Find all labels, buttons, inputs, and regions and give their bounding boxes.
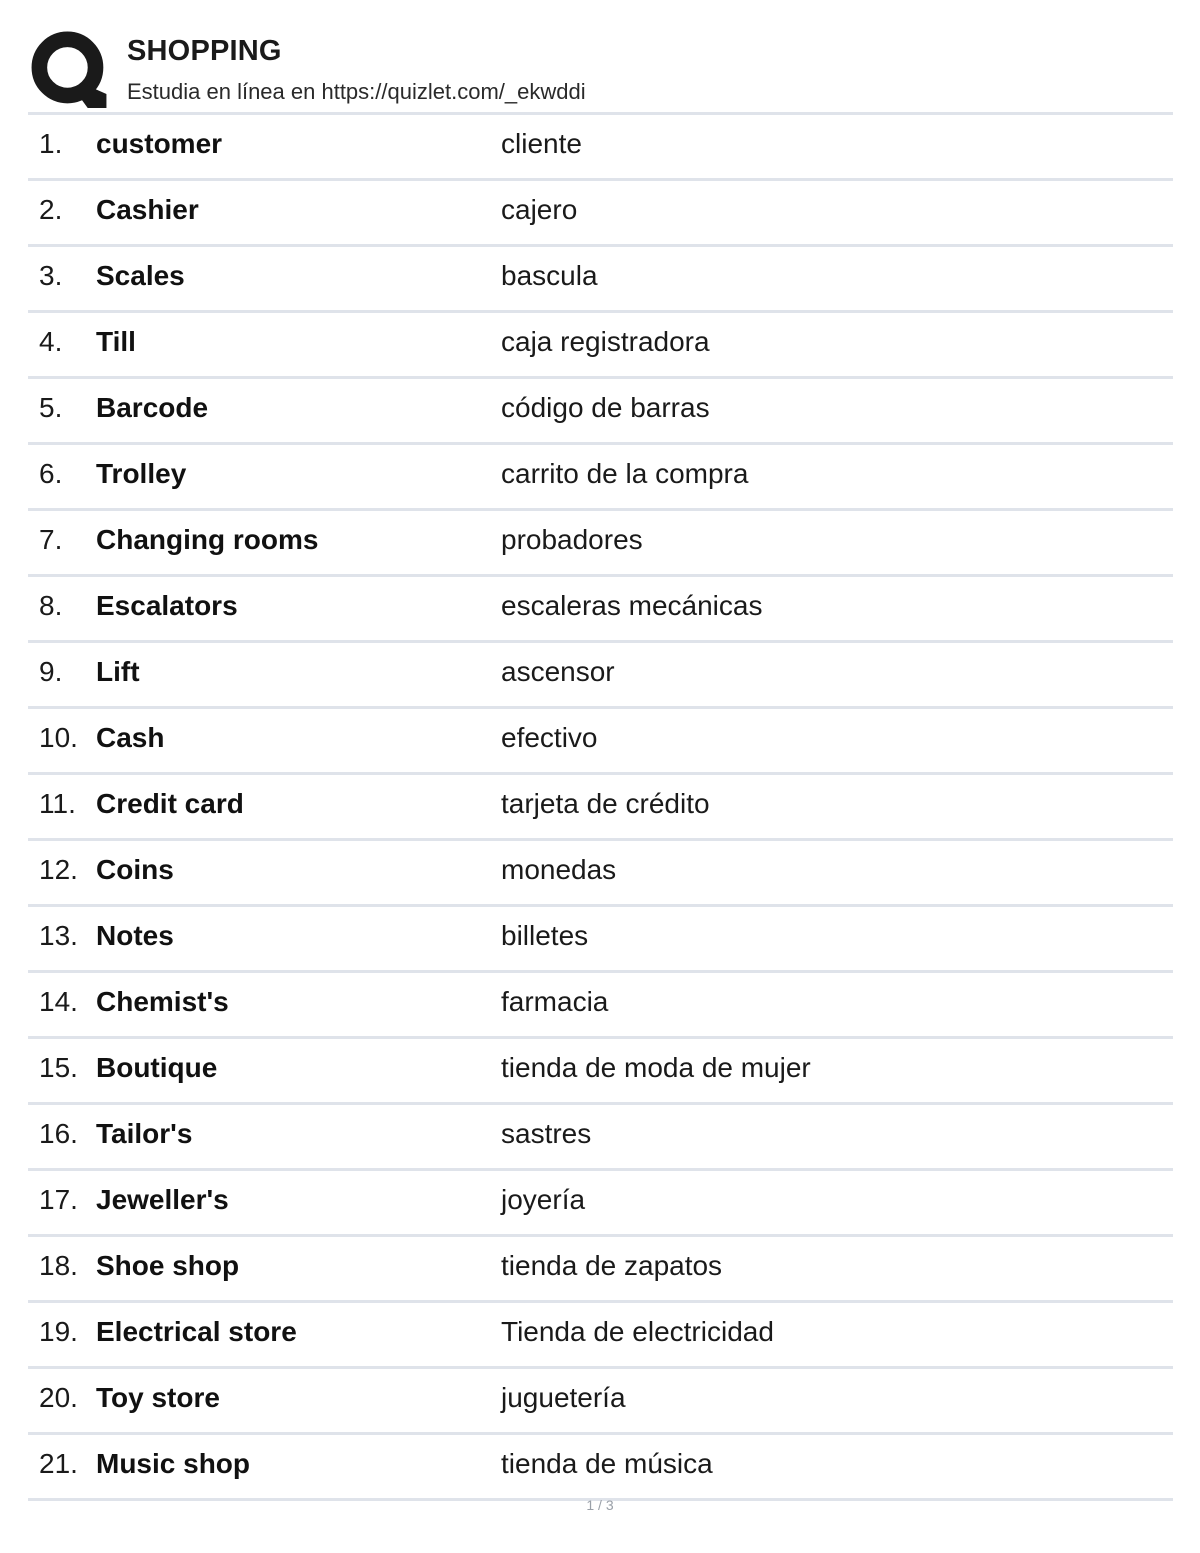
term-row [28, 1039, 1173, 1105]
term-definition: código de barras [501, 392, 710, 423]
term-row [28, 1435, 1173, 1501]
term-number: 4. [39, 326, 63, 357]
term-definition: billetes [501, 920, 589, 951]
term-row [28, 379, 1173, 445]
term-word: Till [96, 326, 136, 357]
term-row [28, 247, 1173, 313]
term-number: 2. [39, 194, 63, 225]
term-number: 11. [39, 788, 76, 819]
term-number: 18. [39, 1250, 78, 1281]
term-word: Changing rooms [96, 524, 319, 555]
term-word: Trolley [96, 458, 187, 489]
term-word: Chemist's [96, 986, 229, 1017]
term-definition: juguetería [501, 1382, 626, 1413]
term-definition: Tienda de electricidad [501, 1316, 774, 1347]
term-number: 13. [39, 920, 78, 951]
term-definition: farmacia [501, 986, 609, 1017]
study-online-link[interactable]: Estudia en línea en https://quizlet.com/_ekwddi [127, 79, 586, 104]
term-row [28, 313, 1173, 379]
term-definition: caja registradora [501, 326, 710, 357]
term-number: 16. [39, 1118, 78, 1149]
term-definition: tienda de música [501, 1448, 713, 1479]
term-word: Coins [96, 854, 174, 885]
term-definition: cajero [501, 194, 578, 225]
term-definition: escaleras mecánicas [501, 590, 763, 621]
term-row [28, 577, 1173, 643]
term-number: 7. [39, 524, 63, 555]
term-row [28, 115, 1173, 181]
term-row [28, 1171, 1173, 1237]
term-definition: carrito de la compra [501, 458, 749, 489]
term-word: Jeweller's [96, 1184, 229, 1215]
term-number: 9. [39, 656, 63, 687]
term-number: 17. [39, 1184, 78, 1215]
term-number: 14. [39, 986, 78, 1017]
term-word: Toy store [96, 1382, 220, 1413]
page-indicator: 1 / 3 [586, 1497, 614, 1513]
term-number: 1. [39, 128, 63, 159]
term-word: Tailor's [96, 1118, 193, 1149]
term-row [28, 1303, 1173, 1369]
term-word: Cash [96, 722, 165, 753]
term-word: Lift [96, 656, 140, 687]
term-word: Shoe shop [96, 1250, 240, 1281]
term-word: Notes [96, 920, 174, 951]
term-definition: tienda de moda de mujer [501, 1052, 811, 1083]
term-number: 12. [39, 854, 78, 885]
term-word: Music shop [96, 1448, 251, 1479]
term-number: 21. [39, 1448, 78, 1479]
term-word: Cashier [96, 194, 199, 225]
term-word: Electrical store [96, 1316, 297, 1347]
term-number: 19. [39, 1316, 78, 1347]
term-row [28, 1237, 1173, 1303]
term-row [28, 841, 1173, 907]
term-number: 3. [39, 260, 63, 291]
term-number: 10. [39, 722, 78, 753]
term-definition: tarjeta de crédito [501, 788, 710, 819]
term-word: Barcode [96, 392, 209, 423]
term-word: Boutique [96, 1052, 218, 1083]
term-definition: joyería [501, 1184, 586, 1215]
term-number: 15. [39, 1052, 78, 1083]
term-definition: tienda de zapatos [501, 1250, 723, 1281]
term-definition: ascensor [501, 656, 615, 687]
term-row [28, 181, 1173, 247]
term-word: Escalators [96, 590, 238, 621]
term-row [28, 511, 1173, 577]
term-row [28, 973, 1173, 1039]
page-title: SHOPPING [127, 35, 282, 67]
term-definition: probadores [501, 524, 643, 555]
term-row [28, 1105, 1173, 1171]
term-row [28, 709, 1173, 775]
document-header [30, 28, 1172, 112]
term-row [28, 445, 1173, 511]
term-row [28, 907, 1173, 973]
term-definition: efectivo [501, 722, 598, 753]
term-number: 8. [39, 590, 63, 621]
term-word: Scales [96, 260, 185, 291]
term-definition: cliente [501, 128, 582, 159]
term-word: customer [96, 128, 223, 159]
quizlet-q-logo-icon [30, 30, 108, 108]
term-number: 6. [39, 458, 63, 489]
term-row [28, 643, 1173, 709]
term-definition: monedas [501, 854, 617, 885]
term-list [28, 112, 1173, 1501]
term-definition: sastres [501, 1118, 592, 1149]
term-definition: bascula [501, 260, 598, 291]
term-number: 20. [39, 1382, 78, 1413]
term-row [28, 1369, 1173, 1435]
term-row [28, 775, 1173, 841]
term-word: Credit card [96, 788, 244, 819]
term-number: 5. [39, 392, 63, 423]
